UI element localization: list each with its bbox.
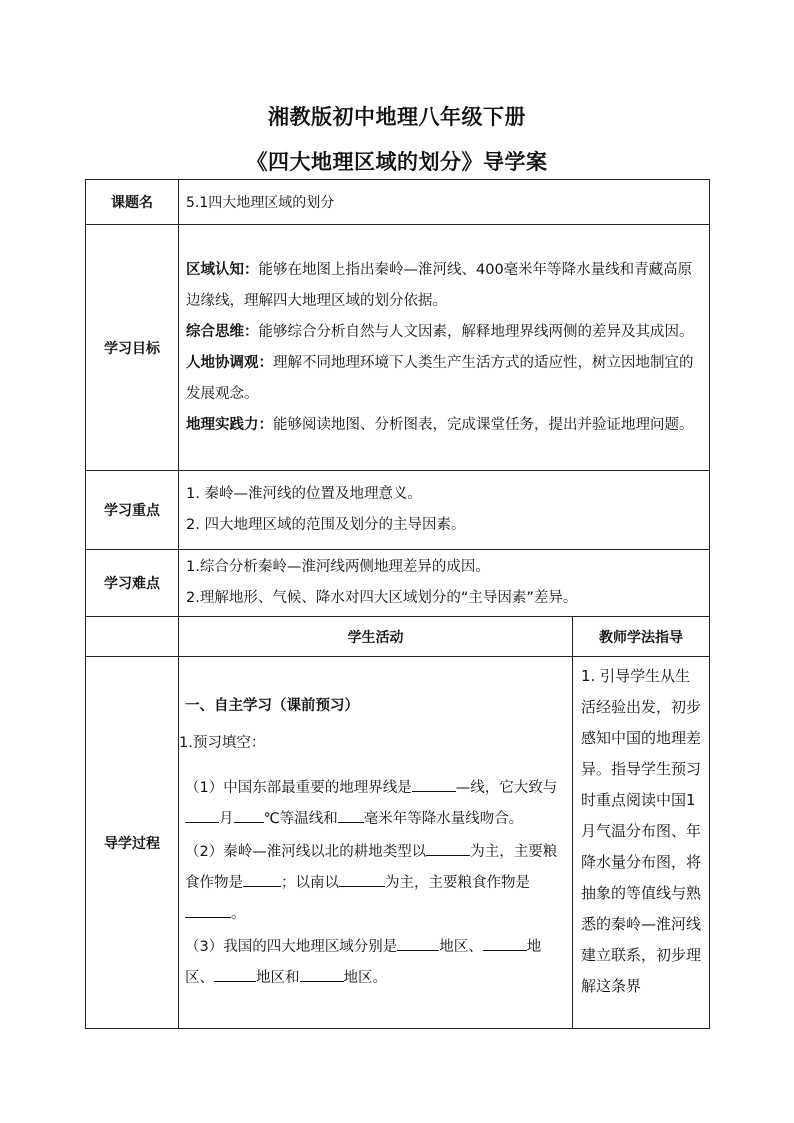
q3-text: 地区。 — [343, 970, 387, 986]
q2-text: （2）秦岭—淮河线以北的耕地类型以 — [185, 844, 427, 860]
question-2 — [185, 837, 566, 930]
objective-item — [186, 255, 702, 317]
key-points-row — [86, 471, 710, 550]
topic-label: 课题名 — [86, 180, 179, 225]
question-1 — [185, 773, 566, 835]
objective-key: 地理实践力： — [186, 416, 273, 433]
teacher-guidance-cell — [573, 657, 710, 1029]
q2-blank-2[interactable] — [243, 871, 281, 887]
fill-blank-title: 1.预习填空： — [179, 735, 266, 751]
objective-text: 能够在地图上指出秦岭—淮河线、400毫米年等降水量线和青藏高原边缘线，理解四大地理区域的划分依据。 — [186, 261, 693, 309]
q3-blank-3[interactable] — [214, 966, 256, 982]
objective-item — [186, 317, 702, 348]
topic-row — [86, 180, 710, 225]
objectives-label: 学习目标 — [86, 225, 179, 471]
q1-text: —线，它大致与 — [455, 780, 558, 796]
q2-text: 。 — [231, 906, 246, 922]
q3-text: 地区和 — [256, 970, 300, 986]
difficulty-item: 2.理解地形、气候、降水对四大区域划分的“主导因素”差异。 — [186, 590, 578, 606]
key-points-content — [179, 471, 710, 550]
objective-text: 能够阅读地图、分析图表，完成课堂任务，提出并验证地理问题。 — [273, 416, 694, 433]
q2-text: 为主，主要粮食作物是 — [185, 844, 558, 891]
q2-blank-3[interactable] — [339, 871, 385, 887]
document-title: 湘教版初中地理八年级下册 — [268, 105, 526, 129]
key-point-item: 1. 秦岭—淮河线的位置及地理意义。 — [186, 486, 422, 502]
q1-text: ℃等温线和 — [263, 811, 338, 827]
q2-blank-1[interactable] — [426, 840, 470, 856]
q1-text: （1）中国东部最重要的地理界线是 — [185, 780, 412, 796]
question-3 — [185, 932, 566, 994]
difficulties-row — [86, 550, 710, 617]
topic-value: 5.1四大地理区域的划分 — [179, 180, 710, 225]
q3-text: （3）我国的四大地理区域分别是 — [185, 939, 398, 955]
lesson-plan-table — [85, 179, 710, 1029]
objective-key: 区域认知： — [186, 261, 259, 278]
activity-header-row — [86, 617, 710, 657]
q1-blank-2[interactable] — [185, 807, 219, 823]
q3-blank-2[interactable] — [483, 935, 527, 951]
objective-item — [186, 410, 702, 441]
guidance-text: 1. 引导学生从生活经验出发，初步感知中国的地理差异。指导学生预习时重点阅读中国1月气温分布图、年降水量分布图，将抽象的等值线与熟悉的秦岭—淮河线建立联系，初步理解这条界 — [581, 667, 702, 995]
section-title: 一、自主学习（课前预习） — [185, 698, 359, 714]
objectives-content — [179, 225, 710, 471]
student-activity-cell — [179, 657, 573, 1029]
objective-key: 人地协调观： — [186, 354, 273, 371]
q3-text: 地区、 — [185, 939, 542, 986]
objective-item — [186, 348, 702, 410]
process-label: 导学过程 — [86, 657, 179, 1029]
q1-blank-4[interactable] — [338, 807, 364, 823]
teacher-guidance-header: 教师学法指导 — [573, 617, 710, 657]
process-row — [86, 657, 710, 1029]
student-activity-header: 学生活动 — [179, 617, 573, 657]
document-subtitle: 《四大地理区域的划分》导学案 — [246, 150, 548, 174]
q3-blank-1[interactable] — [397, 935, 439, 951]
objective-text: 能够综合分析自然与人文因素，解释地理界线两侧的差异及其成因。 — [258, 323, 694, 340]
q2-text: ；以南以 — [281, 875, 339, 891]
objective-key: 综合思维： — [186, 323, 259, 340]
difficulties-content — [179, 550, 710, 617]
q1-text: 毫米年等降水量线吻合。 — [363, 811, 524, 827]
q3-text: 地区、 — [439, 939, 483, 955]
q3-blank-4[interactable] — [300, 966, 344, 982]
difficulties-label: 学习难点 — [86, 550, 179, 617]
q1-blank-3[interactable] — [234, 807, 264, 823]
objectives-row — [86, 225, 710, 471]
empty-header-cell — [86, 617, 179, 657]
q2-blank-4[interactable] — [185, 902, 231, 918]
key-points-label: 学习重点 — [86, 471, 179, 550]
q1-text: 月 — [219, 811, 234, 827]
q2-text: 为主，主要粮食作物是 — [385, 875, 530, 891]
q1-blank-1[interactable] — [412, 776, 456, 792]
key-point-item: 2. 四大地理区域的范围及划分的主导因素。 — [186, 517, 466, 533]
objective-text: 理解不同地理环境下人类生产生活方式的适应性，树立因地制宜的发展观念。 — [186, 354, 694, 402]
difficulty-item: 1.综合分析秦岭—淮河线两侧地理差异的成因。 — [186, 559, 490, 575]
